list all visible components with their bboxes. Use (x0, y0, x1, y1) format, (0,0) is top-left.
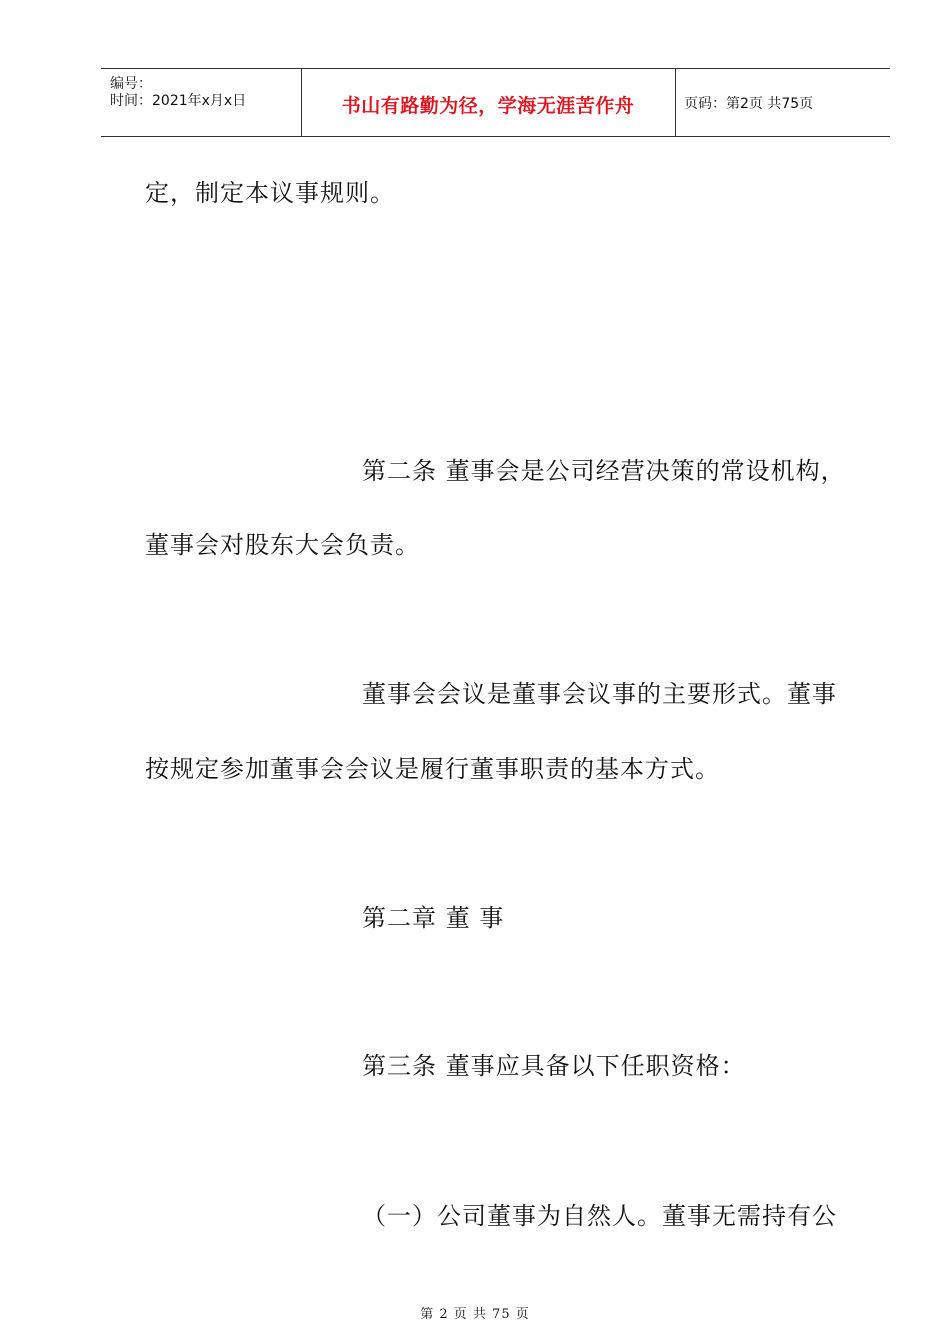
article-two-line: 第二条 董事会是公司经营决策的常设机构， (362, 457, 846, 485)
header-page-info: 页码：第2页 共75页 (684, 96, 814, 112)
header-meta-cell (101, 69, 302, 136)
body-line: 董事会对股东大会负责。 (145, 531, 420, 559)
document-code-label: 编号： (110, 76, 152, 92)
body-line: 定，制定本议事规则。 (145, 179, 395, 207)
chapter-heading: 第二章 董 事 (362, 904, 505, 932)
page-footer: 第 2 页 共 75 页 (420, 1307, 530, 1322)
header-page-cell (676, 69, 890, 136)
header-motto: 书山有路勤为径，学海无涯苦作舟 (341, 95, 635, 117)
body-line: （一）公司董事为自然人。董事无需持有公 (362, 1202, 837, 1230)
body-line: 按规定参加董事会会议是履行董事职责的基本方式。 (145, 755, 720, 783)
document-time-label: 时间：2021年x月x日 (110, 93, 247, 109)
header-motto-cell (301, 69, 676, 136)
page-header (101, 68, 890, 137)
body-line: 董事会会议是董事会议事的主要形式。董事 (362, 680, 837, 708)
article-three-line: 第三条 董事应具备以下任职资格： (362, 1052, 746, 1080)
